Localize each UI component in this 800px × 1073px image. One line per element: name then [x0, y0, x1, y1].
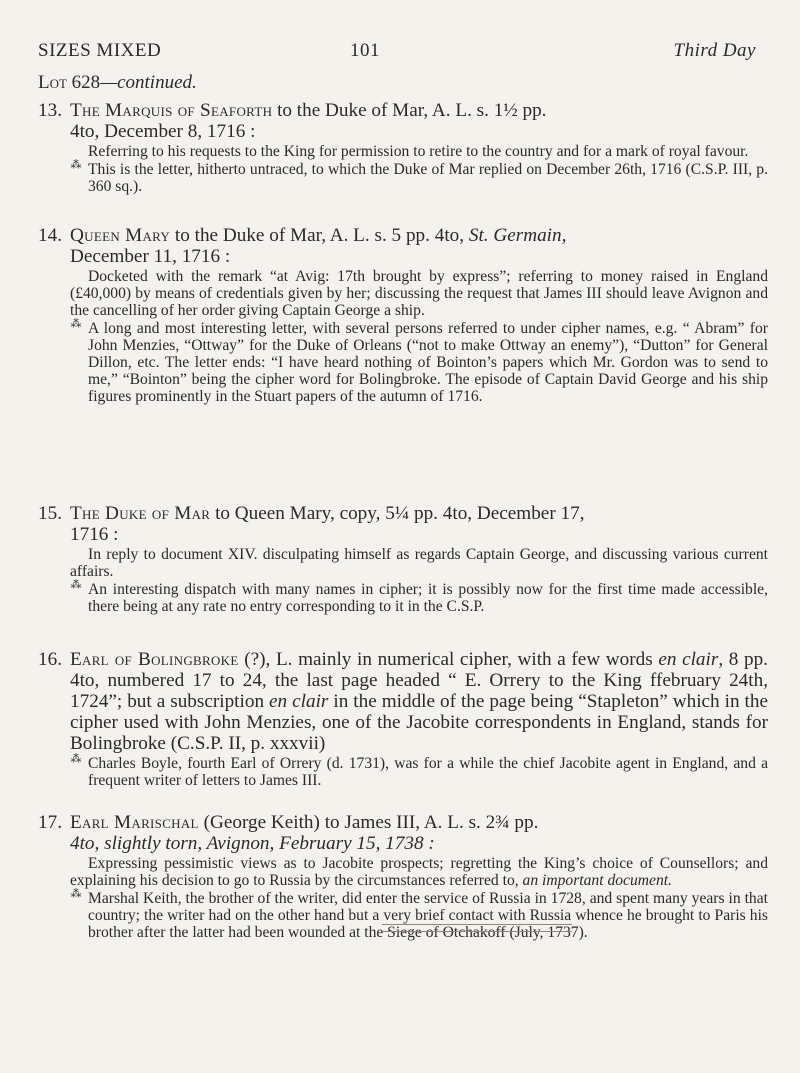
lot-note-text: Marshal Keith, the brother of the writer, did enter the service of Russia in 1728, and spent many years in that country; the writer had on the other hand but a very brief contact with Russia whence he brought to Paris his brother after the latter had been wounded at the Siege of Otchakoff (July, 1737).	[88, 890, 768, 941]
lot-title-line2: 4to, December 8, 1716 :	[70, 121, 256, 142]
lot-number: 17.	[38, 812, 62, 833]
page-number: 101	[350, 40, 380, 61]
lot-author: Earl of Bolingbroke	[70, 649, 239, 670]
lot-description-emphasis: an important document.	[522, 872, 672, 889]
lot-description: Docketed with the remark “at Avig: 17th brought by express”; referring to money raised in England (£40,000) by means of credentials given by her; discussing the request that James III should leave Avignon and the cancelling of her order giving Captain George a ship.	[70, 268, 768, 319]
lot-note	[38, 890, 768, 941]
lot-title-text: to the Duke of Mar, A. L. s. 1½ pp.	[272, 100, 547, 121]
end-rule	[382, 924, 572, 932]
lot-description: In reply to document XIV. disculpating himself as regards Captain George, and discussing various current affairs.	[70, 546, 768, 580]
lot-place: St. Germain,	[468, 225, 567, 246]
lot-italic-b: en clair	[269, 691, 329, 712]
lot-heading	[38, 72, 197, 94]
lot-description-text: Expressing pessimistic views as to Jacobite prospects; regretting the King’s choice of Counsellors; and explaining his decision to go to Russia by the circumstances referred to,	[70, 855, 768, 889]
lot-title-text: (George Keith) to James III, A. L. s. 2¾ pp.	[198, 812, 539, 833]
lot-description	[38, 855, 768, 889]
lot-note	[38, 320, 768, 405]
lot-number: 13.	[38, 100, 62, 121]
lot-heading-continued: —continued.	[100, 72, 197, 93]
lot-note-text: This is the letter, hitherto untraced, to which the Duke of Mar replied on December 26th, 1716 (C.S.P. III, p. 360 sq.).	[88, 161, 768, 195]
lot-note	[38, 581, 768, 615]
asterism-icon: ⁂	[70, 318, 82, 330]
asterism-icon: ⁂	[70, 888, 82, 900]
lot-item-15	[38, 503, 768, 615]
lot-number: 14.	[38, 225, 62, 246]
lot-number: 16.	[38, 649, 62, 670]
lot-title	[38, 649, 768, 754]
lot-number: 15.	[38, 503, 62, 524]
lot-note-text: Charles Boyle, fourth Earl of Orrery (d. 1731), was for a while the chief Jacobite agent in England, and a frequent writer of letters to James III.	[88, 755, 768, 789]
lot-title	[38, 812, 768, 854]
lot-title	[38, 225, 768, 267]
lot-item-17	[38, 812, 768, 941]
lot-item-13	[38, 100, 768, 195]
running-head-left: SIZES MIXED	[38, 40, 162, 61]
lot-title	[38, 100, 768, 142]
lot-title-text: to the Duke of Mar, A. L. s. 5 pp. 4to,	[170, 225, 469, 246]
asterism-icon: ⁂	[70, 579, 82, 591]
lot-title-text: (?), L. mainly in numerical cipher, with a few words	[238, 649, 659, 670]
asterism-icon: ⁂	[70, 159, 82, 171]
running-head-right: Third Day	[673, 40, 756, 61]
lot-note	[38, 161, 768, 195]
lot-description: Referring to his requests to the King for permission to retire to the country and for a mark of royal favour.	[88, 143, 749, 160]
lot-author: The Marquis of Seaforth	[70, 100, 273, 121]
lot-author: Earl Marischal	[70, 812, 199, 833]
lot-title-text-b: , 8 pp. 4to, numbered 17 to 24, the last page headed “ E. Orrery to the King ffebruary 24th, 1724”; but a subscription	[70, 649, 768, 712]
lot-note-text: An interesting dispatch with many names in cipher; it is possibly now for the first time made accessible, there being at any rate no entry corresponding to it in the C.S.P.	[88, 581, 768, 615]
lot-title	[38, 503, 768, 545]
lot-item-16	[38, 649, 768, 789]
asterism-icon: ⁂	[70, 753, 82, 765]
lot-title-line2: 4to, slightly torn, Avignon, February 15, 1738 :	[70, 833, 435, 854]
lot-author: Queen Mary	[70, 225, 171, 246]
lot-author: The Duke of Mar	[70, 503, 211, 524]
lot-title-line2: 1716 :	[70, 524, 119, 545]
lot-title-text: to Queen Mary, copy, 5¼ pp. 4to, December 17,	[210, 503, 585, 524]
lot-item-14	[38, 225, 768, 405]
lot-note-text: A long and most interesting letter, with several persons referred to under cipher names, e.g. “ Abram” for John Menzies, “Ottway” for the Duke of Orleans (“not to make Ottway an enemy”), “Dutton” for General Dillon, etc. The letter ends: “I have heard nothing of Bointon’s papers which Mr. Gordon was to send to me,” “Bointon” being the cipher word for Bolingbroke. The episode of Captain David George and his ship figures prominently in the Stuart papers of the autumn of 1716.	[88, 320, 768, 405]
lot-note	[38, 755, 768, 789]
lot-italic-a: en clair	[658, 649, 719, 670]
lot-title-line2: December 11, 1716 :	[70, 246, 231, 267]
lot-heading-number: Lot 628	[38, 72, 101, 93]
lot-title-text-c: in the middle of the page being “Stapleton” which in the cipher used with John Menzies, one of the Jacobite correspondents in England, stands for Bolingbroke (C.S.P. II, p. xxxvii)	[70, 691, 768, 754]
